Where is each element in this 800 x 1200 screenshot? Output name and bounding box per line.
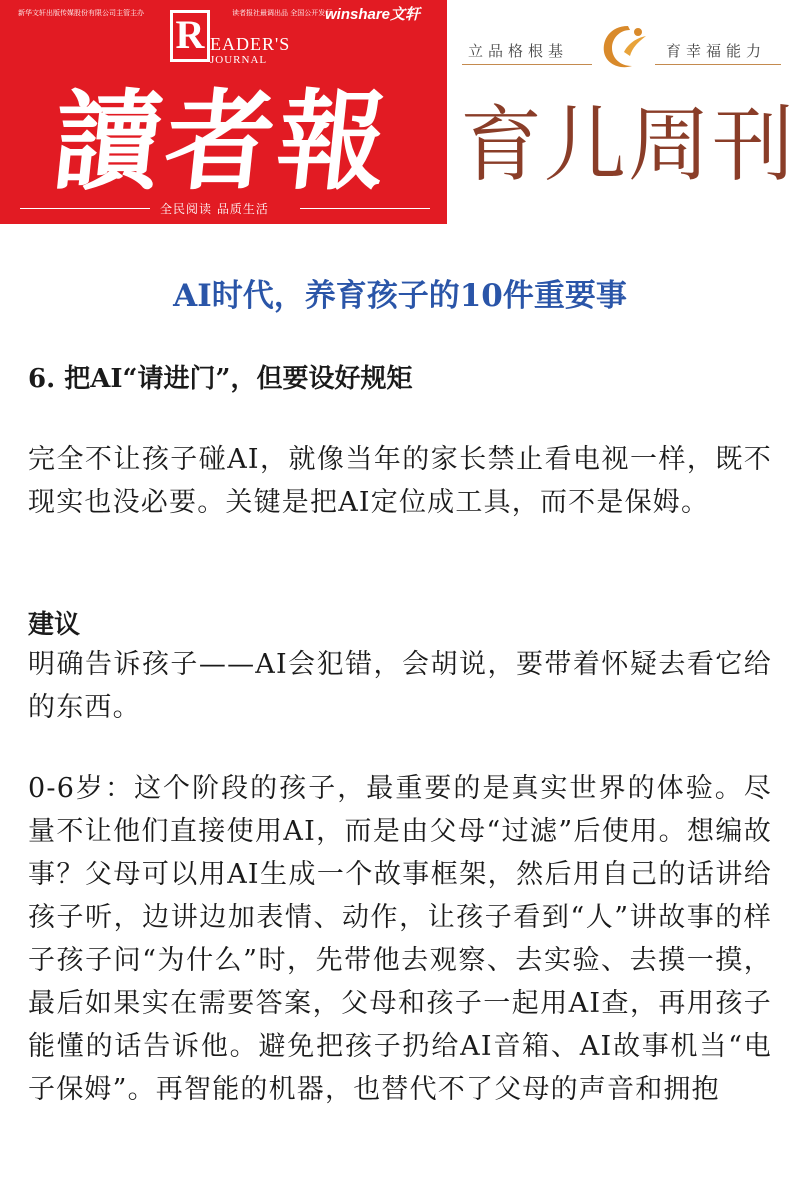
- masthead-r-letter: R: [170, 10, 210, 62]
- publisher-note: 新华文轩出版传媒股份有限公司主管主办: [18, 9, 144, 17]
- masthead-chinese-title: 讀者報: [47, 79, 397, 205]
- tagline-rule-left: [20, 208, 150, 209]
- header-banner: [0, 0, 800, 230]
- masthead-en-line2: JOURNAL: [210, 54, 268, 66]
- tagline-rule-right: [300, 208, 430, 209]
- masthead-en-line1: EADER'S: [210, 34, 291, 54]
- suggestion-label: 建议: [28, 610, 81, 640]
- section-heading: 6. 把AI“请进门”，但要设好规矩: [28, 364, 413, 394]
- motto-rule-right: [655, 64, 781, 65]
- motto-right: 育幸福能力: [666, 42, 767, 60]
- winshare-logo: winshare文轩: [325, 6, 421, 23]
- parenting-weekly-title: 育儿周刊: [460, 98, 797, 193]
- readers-journal-masthead: [0, 0, 447, 224]
- crescent-logo-icon: [598, 22, 650, 70]
- distribution-note: 读者报社最调出品 全国公开发行: [232, 9, 333, 17]
- tagline-text: 全民阅读 品质生活: [160, 202, 269, 216]
- paragraph-suggestion: 明确告诉孩子——AI会犯错，会胡说，要带着怀疑去看它给的东西。: [28, 649, 772, 723]
- article-title: AI时代，养育孩子的10件重要事: [173, 278, 627, 314]
- masthead-tagline: [20, 198, 430, 218]
- motto-rule-left: [462, 64, 592, 65]
- paragraph-age-0-6: 0-6岁：这个阶段的孩子，最重要的是真实世界的体验。尽量不让他们直接使用AI，而是由父母“过滤”后使用。想编故事？父母可以用AI生成一个故事框架，然后用自己的话讲给孩子听，边讲边加表情、动作，让孩子看到“人”讲故事的样子孩子问“为什么”时，先带他去观察、去实验、去摸一摸，最后如果实在需要答案，父母和孩子一起用AI查，再用孩子能懂的话告诉他。避免把孩子扔给AI音箱、AI故事机当“电子保姆”。再智能的机器，也替代不了父母的声音和拥抱: [28, 773, 772, 1105]
- motto-left: 立品格根基: [468, 42, 569, 60]
- paragraph-intro: 完全不让孩子碰AI，就像当年的家长禁止看电视一样，既不现实也没必要。关键是把AI定位成工具，而不是保姆。: [28, 444, 772, 518]
